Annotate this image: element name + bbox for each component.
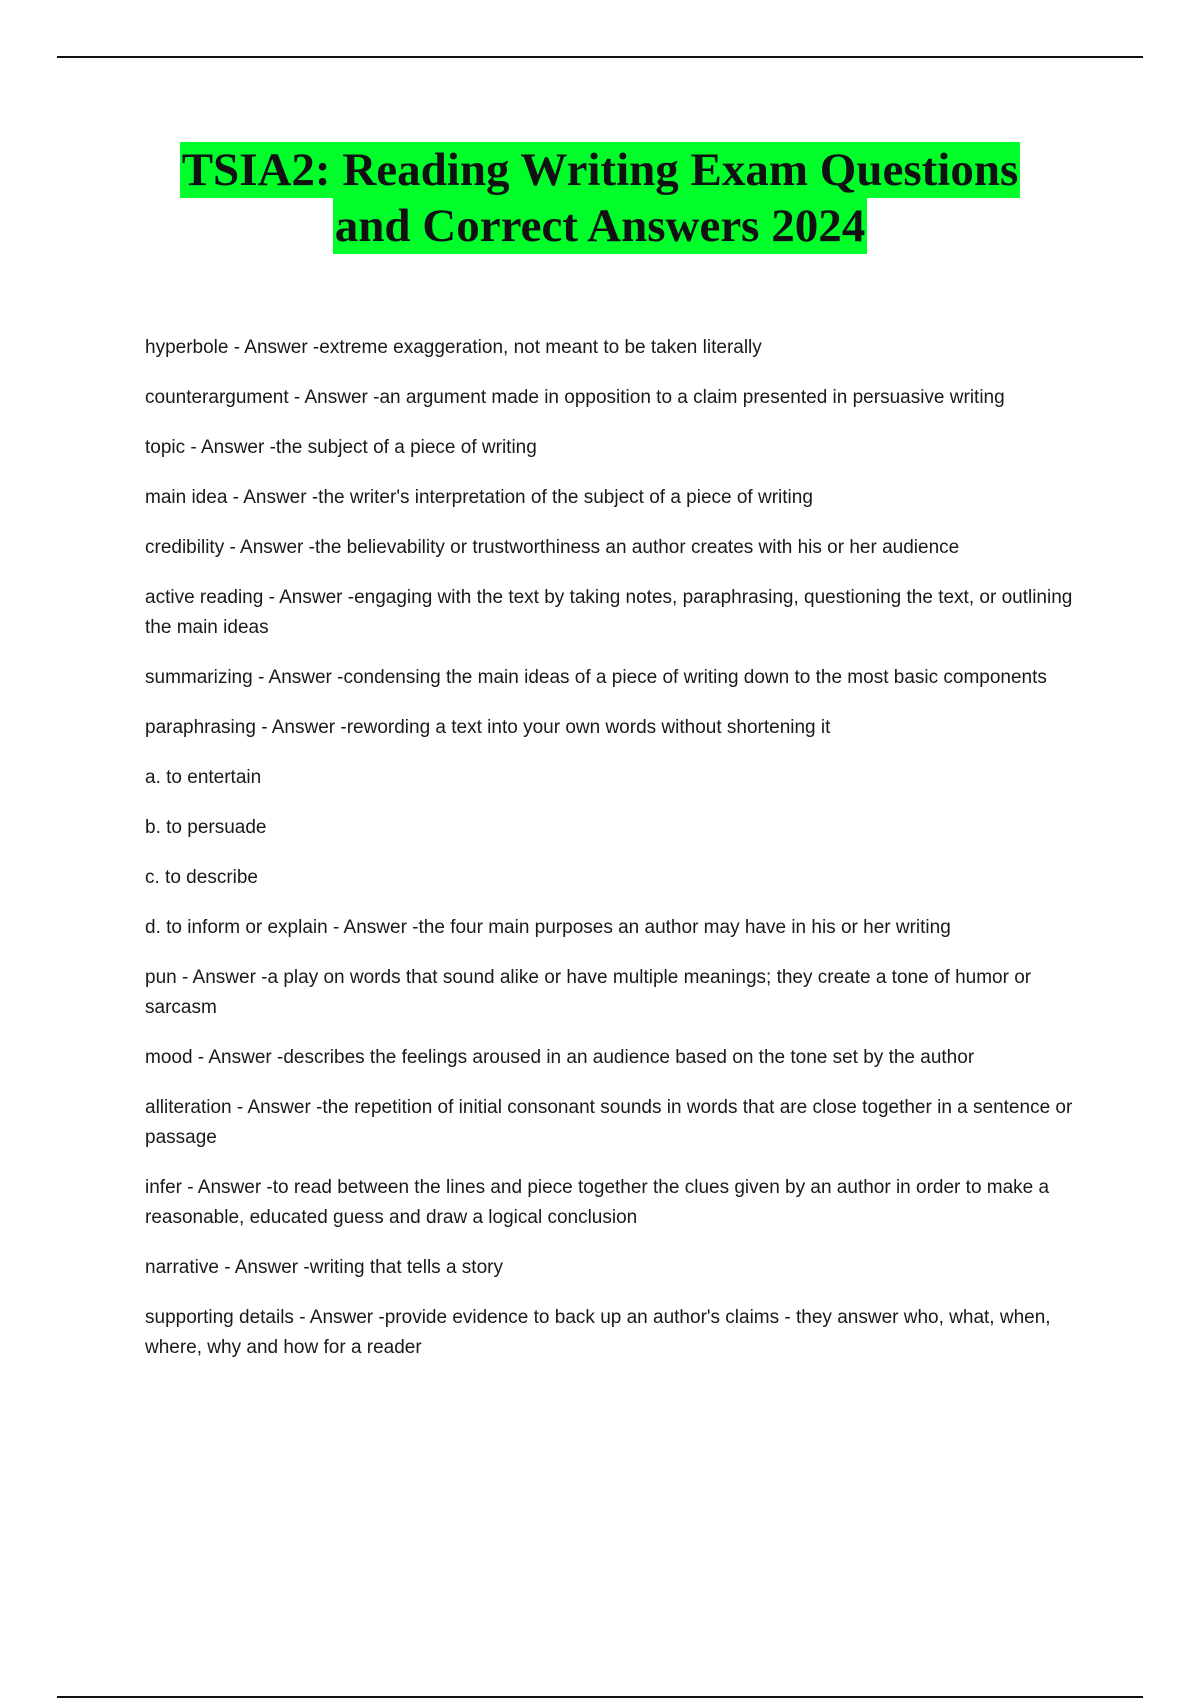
list-item: summarizing - Answer -condensing the main ideas of a piece of writing down to the most basic components <box>145 667 1047 688</box>
document-title <box>57 142 1143 254</box>
list-item: a. to entertain <box>145 767 262 788</box>
title-line-2: and Correct Answers 2024 <box>334 200 866 252</box>
list-item: paraphrasing - Answer -rewording a text into your own words without shortening it <box>145 717 831 738</box>
list-item: credibility - Answer -the believability or trustworthiness an author creates with his or her audience <box>145 537 960 558</box>
list-item: mood - Answer -describes the feelings aroused in an audience based on the tone set by the author <box>145 1047 975 1068</box>
list-item: pun - Answer -a play on words that sound alike or have multiple meanings; they create a tone of humor or sarcasm <box>145 967 1032 1018</box>
list-item: counterargument - Answer -an argument made in opposition to a claim presented in persuasive writing <box>145 387 1005 408</box>
list-item: main idea - Answer -the writer's interpretation of the subject of a piece of writing <box>145 487 813 508</box>
list-item: narrative - Answer -writing that tells a story <box>145 1257 503 1278</box>
list-item: active reading - Answer -engaging with the text by taking notes, paraphrasing, questioning the text, or outlining the main ideas <box>145 587 1073 638</box>
list-item: alliteration - Answer -the repetition of initial consonant sounds in words that are close together in a sentence or passage <box>145 1097 1073 1148</box>
list-item: topic - Answer -the subject of a piece of writing <box>145 437 537 458</box>
list-item: d. to inform or explain - Answer -the four main purposes an author may have in his or her writing <box>145 917 951 938</box>
list-item: b. to persuade <box>145 817 267 838</box>
title-line-1: TSIA2: Reading Writing Exam Questions <box>181 144 1019 196</box>
bottom-divider <box>57 1696 1143 1698</box>
question-answer-list <box>145 333 1080 1383</box>
list-item: c. to describe <box>145 867 258 888</box>
list-item: supporting details - Answer -provide evidence to back up an author's claims - they answer who, what, when, where, why and how for a reader <box>145 1307 1051 1358</box>
list-item: infer - Answer -to read between the lines and piece together the clues given by an author in order to make a reasonable, educated guess and draw a logical conclusion <box>145 1177 1050 1228</box>
top-divider <box>57 56 1143 58</box>
list-item: hyperbole - Answer -extreme exaggeration, not meant to be taken literally <box>145 337 762 358</box>
